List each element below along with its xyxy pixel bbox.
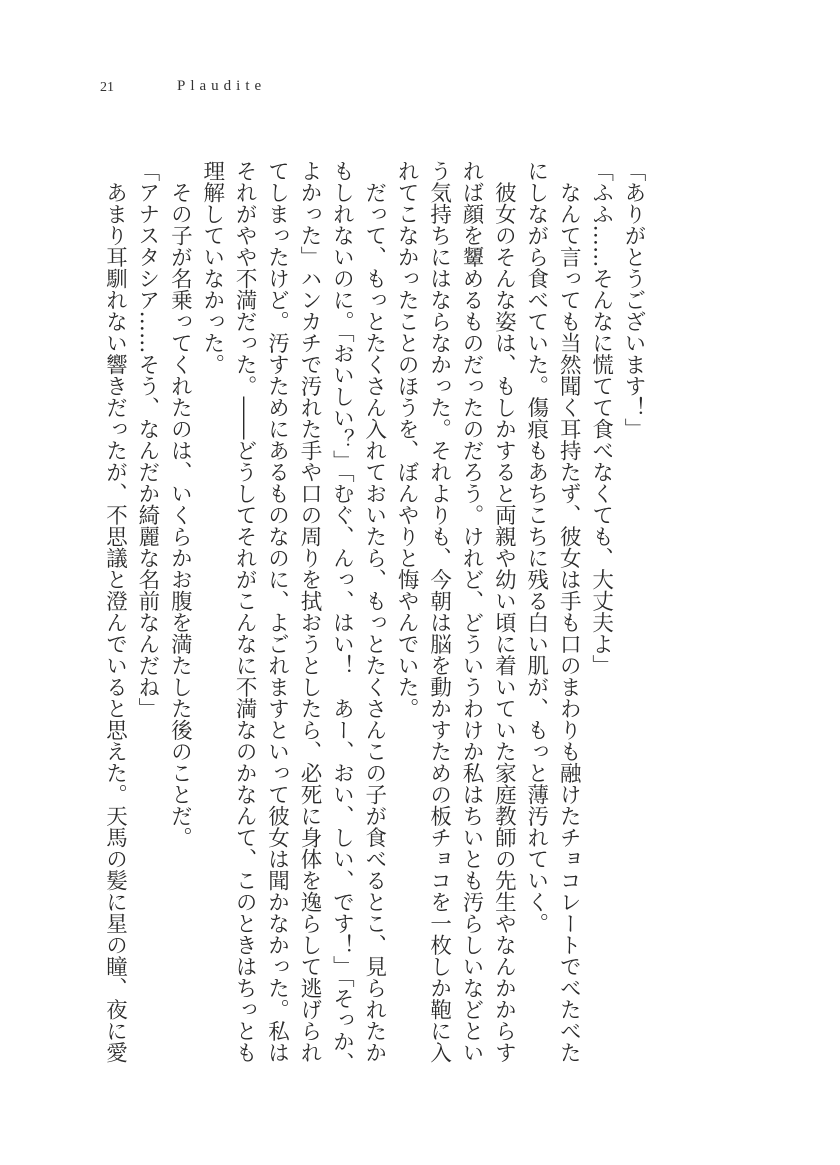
text-line: れてこなかったことのほうを、ぼんやりと悔やんでいた。	[394, 160, 420, 719]
text-line: 理解していなかった。	[199, 160, 225, 375]
text-line: それがやや不満だった。――どうしてそれがこんなに不満なのかなんて、このときはちっとも	[232, 160, 258, 1063]
text-line: れば顔を顰めるものだったのだろう。けれど、どういうわけか私はちいとも汚らしいなどとい	[458, 160, 484, 1063]
text-line: もしれないのに。「おいしい？」「むぐ、んっ、はい！ あー、おい、しい、です！」「そっか、	[329, 160, 355, 1074]
text-line: てしまったけど。汚すためにあるものなのに、よごれますといって彼女は聞かなかった。私は	[264, 160, 290, 1063]
text-line: にしながら食べていた。傷痕もあちこちに残る白い肌が、もっと薄汚れていく。	[523, 160, 549, 934]
text-line: なんて言っても当然聞く耳持たず、彼女は手も口のまわりも融けたチョコレートでべたべた	[556, 160, 582, 1063]
text-line: 「ありがとうございます！」	[621, 160, 646, 440]
body-text	[98, 160, 649, 1080]
text-line: よかった」ハンカチで汚れた手や口の周りを拭おうとしたら、必死に身体を逸らして逃げられ	[296, 160, 322, 1063]
text-line: 「アナスタシア……そう、なんだか綺麗な名前なんだね」	[134, 160, 160, 719]
text-line: その子が名乗ってくれたのは、いくらかお腹を満たした後のことだ。	[167, 160, 193, 848]
running-title: Plaudite	[177, 78, 267, 94]
page-number: 21	[100, 80, 114, 95]
text-line: う気持ちにはならなかった。それよりも、今朝は脳を動かすための板チョコを一枚しか鞄に入	[426, 160, 452, 1063]
text-line: 彼女のそんな姿は、もしかすると両親や幼い頃に着いていた家庭教師の先生やなんかからす	[491, 160, 517, 1063]
text-line: 「ふふ……そんなに慌てて食べなくても、大丈夫よ」	[588, 160, 614, 676]
text-line: だって、もっとたくさん入れておいたら、もっとたくさんこの子が食べるとこ、見られたか	[361, 160, 387, 1063]
text-line: あまり耳馴れない響きだったが、不思議と澄んでいると思えた。天馬の髪に星の瞳、夜に愛	[102, 160, 128, 1063]
